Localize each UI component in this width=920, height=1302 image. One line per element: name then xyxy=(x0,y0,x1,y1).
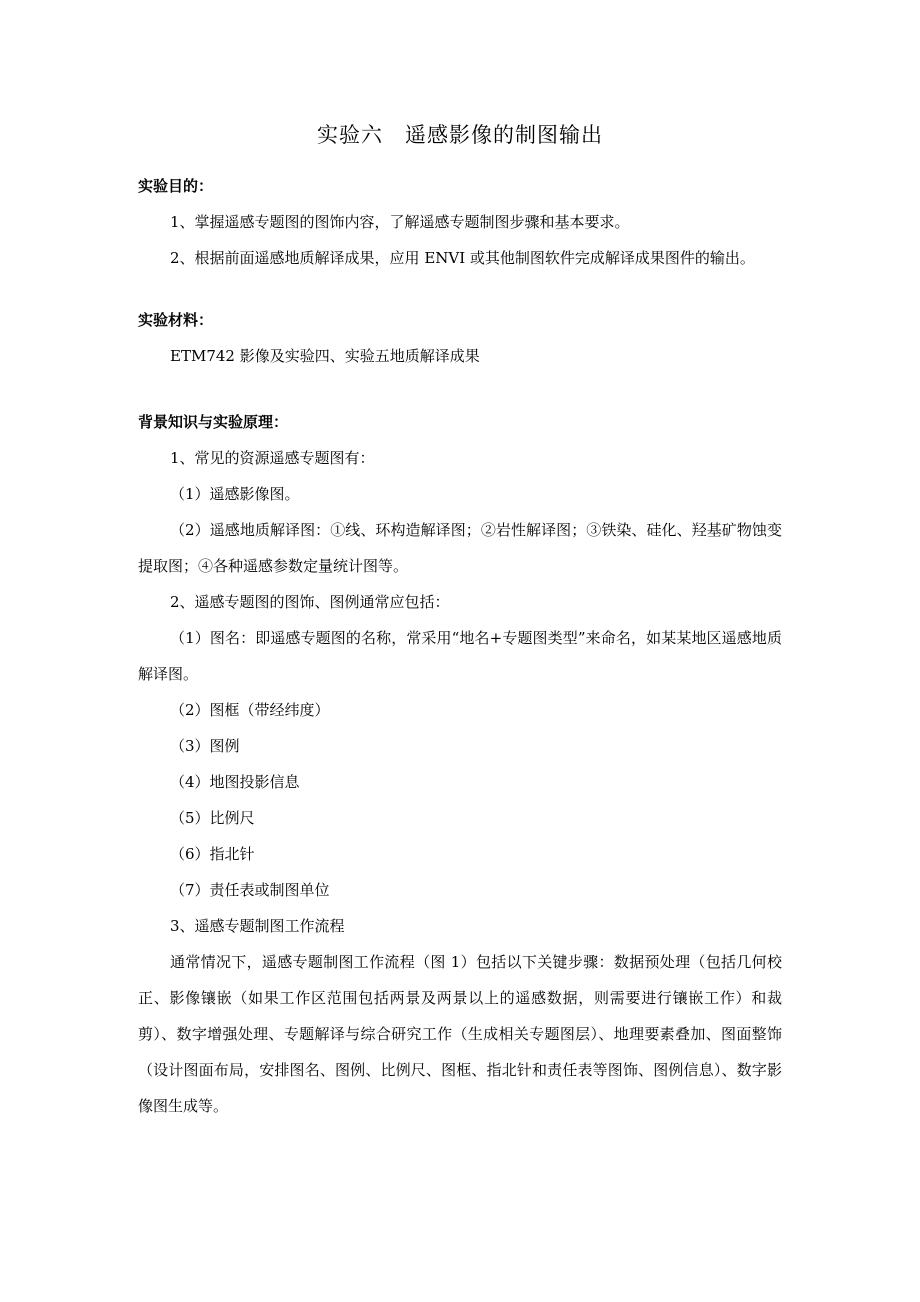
background-item-2-sub-7: （7）责任表或制图单位 xyxy=(170,881,330,899)
background-item-2-sub-2: （2）图框（带经纬度） xyxy=(170,701,330,719)
background-item-1: 1、常见的资源遥感专题图有： xyxy=(170,449,375,467)
section-spacer xyxy=(138,276,782,302)
background-item-1-sub-1: （1）遥感影像图。 xyxy=(170,485,300,503)
background-heading: 背景知识与实验原理： xyxy=(138,413,289,431)
section-spacer xyxy=(138,374,782,404)
background-item-2-sub-3: （3）图例 xyxy=(170,737,240,755)
materials-text: ETM742 影像及实验四、实验五地质解译成果 xyxy=(170,347,480,365)
document-body xyxy=(138,168,782,1124)
materials-heading: 实验材料： xyxy=(138,311,214,329)
background-item-1-sub-2: （2）遥感地质解译图：①线、环构造解译图；②岩性解译图；③铁染、硅化、羟基矿物蚀变提取图；④各种遥感参数定量统计图等。 xyxy=(138,521,782,575)
background-item-2-sub-6: （6）指北针 xyxy=(170,845,255,863)
background-item-2-sub-5: （5）比例尺 xyxy=(170,809,255,827)
background-item-2-sub-4: （4）地图投影信息 xyxy=(170,773,300,791)
background-item-3: 3、遥感专题制图工作流程 xyxy=(170,917,345,935)
background-item-2: 2、遥感专题图的图饰、图例通常应包括： xyxy=(170,593,450,611)
document-title: 实验六 遥感影像的制图输出 xyxy=(317,123,603,147)
background-item-3-text: 通常情况下，遥感专题制图工作流程（图 1）包括以下关键步骤：数据预处理（包括几何校正、影像镶嵌（如果工作区范围包括两景及两景以上的遥感数据，则需要进行镶嵌工作）和裁剪）、数字增强处理、专题解译与综合研究工作（生成相关专题图层）、地理要素叠加、图面整饰（设计图面布局，安排图名、图例、比例尺、图框、指北针和责任表等图饰、图例信息）、数字影像图生成等。 xyxy=(138,953,782,1115)
objective-item-1: 1、掌握遥感专题图的图饰内容，了解遥感专题制图步骤和基本要求。 xyxy=(170,213,630,231)
objective-item-2: 2、根据前面遥感地质解译成果，应用 ENVI 或其他制图软件完成解译成果图件的输出。 xyxy=(170,249,755,267)
objective-heading: 实验目的： xyxy=(138,177,214,195)
background-item-2-sub-1: （1）图名：即遥感专题图的名称，常采用“地名+专题图类型”来命名，如某某地区遥感地质解译图。 xyxy=(138,629,782,683)
